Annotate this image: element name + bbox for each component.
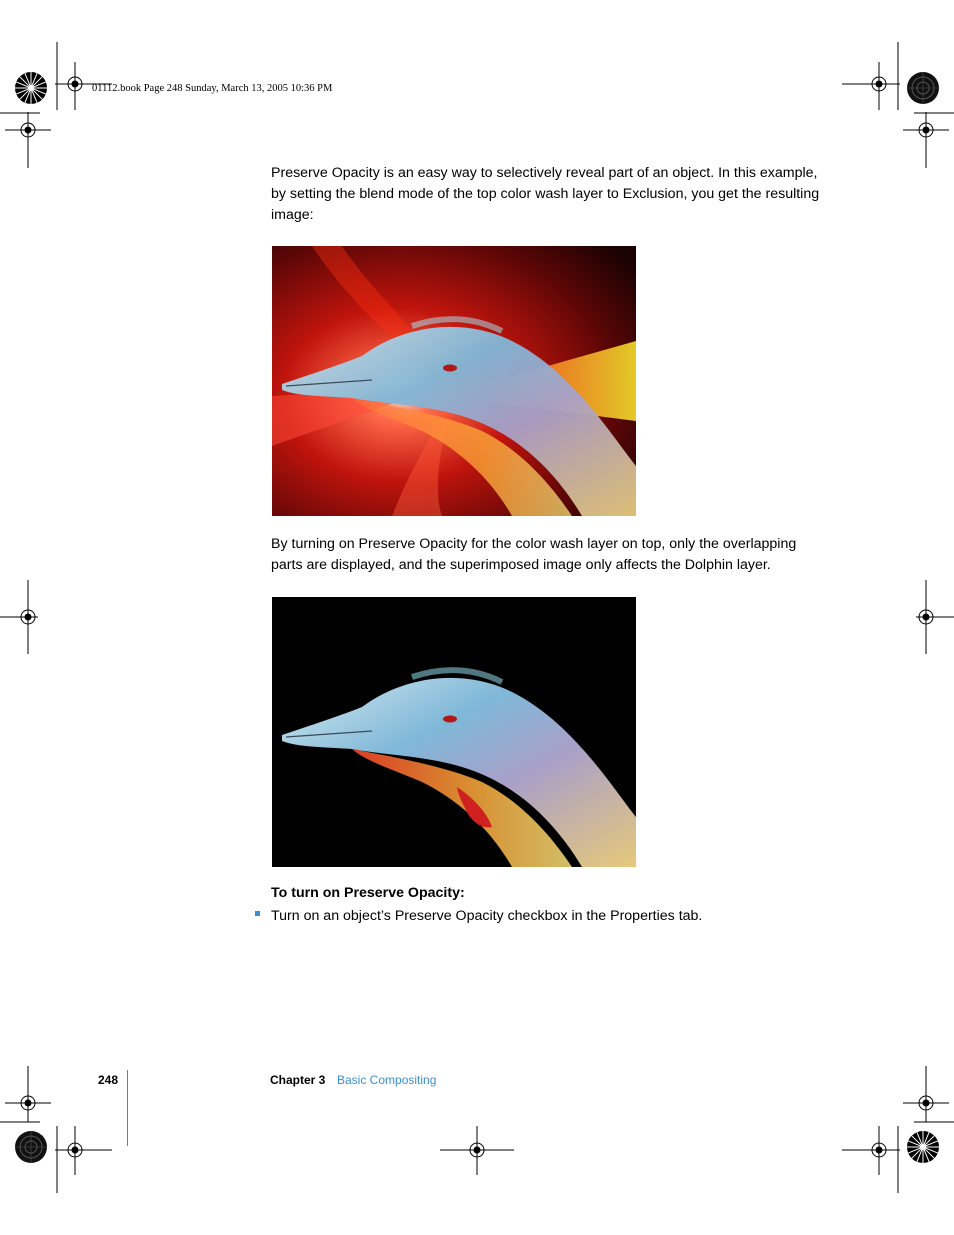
figure-preserve-opacity — [272, 597, 636, 867]
chapter-label: Chapter 3 — [270, 1073, 326, 1087]
dolphin-exclusion-image — [272, 246, 636, 516]
folio-rule — [127, 1070, 128, 1146]
chapter-title: Basic Compositing — [337, 1073, 437, 1087]
page-number: 248 — [98, 1073, 119, 1087]
bullet-marker-icon — [255, 911, 260, 916]
task-heading: To turn on Preserve Opacity: — [271, 885, 465, 901]
task-step: Turn on an object’s Preserve Opacity checkbox in the Properties tab. — [271, 908, 703, 924]
print-slug: 01112.book Page 248 Sunday, March 13, 2005 10:36 PM — [92, 83, 333, 94]
figure-exclusion-blend — [272, 246, 636, 516]
second-paragraph: By turning on Preserve Opacity for the color wash layer on top, only the overlapping parts are displayed, and the superimposed image only affects the Dolphin layer. — [271, 536, 797, 573]
dolphin-preserve-opacity-image — [272, 597, 636, 867]
intro-paragraph: Preserve Opacity is an easy way to selectively reveal part of an object. In this example, by setting the blend mode of the top color wash layer to Exclusion, you get the resulting image: — [271, 165, 820, 223]
